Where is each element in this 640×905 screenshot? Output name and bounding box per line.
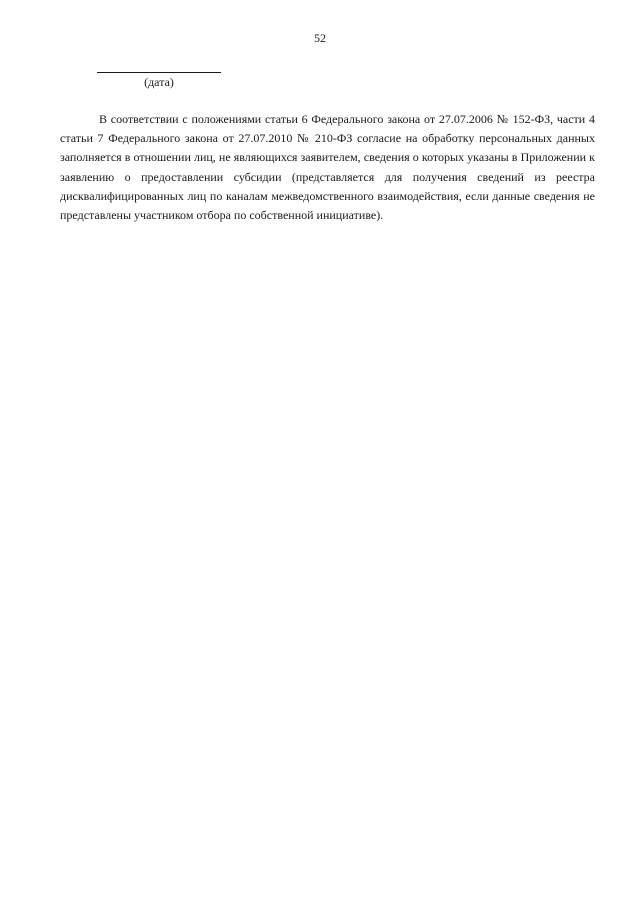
page-number: 52: [314, 31, 326, 45]
date-signature-line: [97, 57, 221, 73]
date-caption: (дата): [144, 75, 174, 89]
date-field: [97, 57, 221, 89]
consent-paragraph: В соответствии с положениями статьи 6 Федерального закона от 27.07.2006 № 152-ФЗ, части 4 статьи 7 Федерального закона от 27.07.2010 № 210-ФЗ согласие на обработку персональных данных заполняется в отношении лиц, не являющихся заявителем, сведения о которых указаны в Приложении к заявлению о предоставлении субсидии (представляется для получения сведений из реестра дисквалифицированных лиц по каналам межведомственного взаимодействия, если данные сведения не представлены участником отбора по собственной инициативе).: [60, 112, 595, 223]
